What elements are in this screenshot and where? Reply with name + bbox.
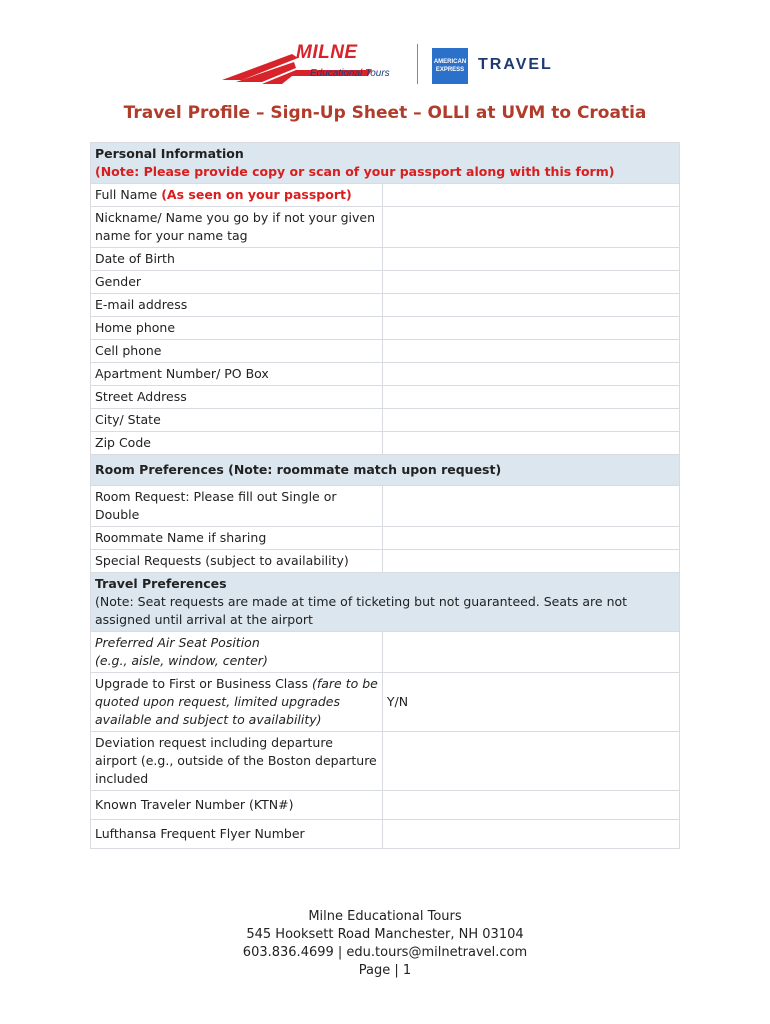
home-phone-field[interactable]	[382, 317, 679, 340]
section-title: Personal Information	[95, 146, 244, 161]
page-number: Page | 1	[358, 963, 412, 978]
table-row	[91, 432, 680, 455]
field-note: (fare to be quoted upon request, limited upgrades available and subject to availability)	[95, 676, 378, 727]
table-row	[91, 673, 680, 732]
table-row	[91, 550, 680, 573]
table-row	[91, 791, 680, 820]
section-header-room	[91, 455, 680, 486]
amex-logo-icon: AMERICAN EXPRESS	[432, 48, 468, 84]
table-row	[91, 363, 680, 386]
table-row	[91, 317, 680, 340]
date-of-birth-field[interactable]	[382, 248, 679, 271]
section-title: Travel Preferences	[95, 576, 227, 591]
footer-contact: 603.836.4699 | edu.tours@milnetravel.com	[242, 945, 528, 960]
field-label: Gender	[91, 271, 383, 294]
milne-logo-text: MILNE	[296, 42, 358, 63]
zip-code-field[interactable]	[382, 432, 679, 455]
field-label: Deviation request including departure airport (e.g., outside of the Boston departure included	[91, 732, 383, 791]
field-label: Date of Birth	[91, 248, 383, 271]
nickname-field[interactable]	[382, 207, 679, 248]
full-name-field[interactable]	[382, 184, 679, 207]
field-label: Zip Code	[91, 432, 383, 455]
header-logos	[0, 44, 770, 90]
seat-position-field[interactable]	[382, 632, 679, 673]
table-row	[91, 409, 680, 432]
travel-profile-form	[90, 142, 680, 849]
upgrade-value: Y/N	[386, 694, 409, 709]
apartment-field[interactable]	[382, 363, 679, 386]
table-row	[91, 340, 680, 363]
field-label: Preferred Air Seat Position	[95, 635, 260, 650]
field-label: City/ State	[91, 409, 383, 432]
field-label: Special Requests (subject to availability)	[91, 550, 383, 573]
field-label: Room Request: Please fill out Single or Double	[91, 486, 383, 527]
cell-phone-field[interactable]	[382, 340, 679, 363]
table-row	[91, 527, 680, 550]
section-header-travel	[91, 573, 680, 632]
section-header-personal	[91, 143, 680, 184]
field-label: Nickname/ Name you go by if not your given name for your name tag	[91, 207, 383, 248]
special-requests-field[interactable]	[382, 550, 679, 573]
field-label: Home phone	[91, 317, 383, 340]
field-label: Street Address	[91, 386, 383, 409]
email-field[interactable]	[382, 294, 679, 317]
street-address-field[interactable]	[382, 386, 679, 409]
ktn-field[interactable]	[382, 791, 679, 820]
field-label: Known Traveler Number (KTN#)	[91, 791, 383, 820]
roommate-name-field[interactable]	[382, 527, 679, 550]
field-label: Apartment Number/ PO Box	[91, 363, 383, 386]
table-row	[91, 486, 680, 527]
lufthansa-field[interactable]	[382, 820, 679, 849]
table-row	[91, 294, 680, 317]
table-row	[91, 271, 680, 294]
field-label: Full Name	[95, 187, 158, 202]
field-label: Lufthansa Frequent Flyer Number	[91, 820, 383, 849]
table-row	[91, 386, 680, 409]
field-note: (As seen on your passport)	[161, 187, 352, 202]
table-row	[91, 820, 680, 849]
table-row	[91, 732, 680, 791]
amex-travel-text: TRAVEL	[478, 56, 553, 73]
section-title: Room Preferences (Note: roommate match upon request)	[95, 462, 502, 477]
table-row	[91, 632, 680, 673]
deviation-field[interactable]	[382, 732, 679, 791]
milne-logo-subtitle: Educational Tours	[310, 68, 390, 79]
footer-company: Milne Educational Tours	[308, 909, 462, 924]
table-row	[91, 248, 680, 271]
field-label: E-mail address	[91, 294, 383, 317]
table-row	[91, 184, 680, 207]
page-footer	[0, 908, 770, 980]
room-request-field[interactable]	[382, 486, 679, 527]
field-label: Cell phone	[91, 340, 383, 363]
table-row	[91, 207, 680, 248]
gender-field[interactable]	[382, 271, 679, 294]
field-label: Roommate Name if sharing	[91, 527, 383, 550]
city-state-field[interactable]	[382, 409, 679, 432]
field-note: (e.g., aisle, window, center)	[95, 653, 268, 668]
passport-note: (Note: Please provide copy or scan of your passport along with this form)	[95, 164, 615, 179]
field-label: Upgrade to First or Business Class	[95, 676, 308, 691]
upgrade-field[interactable]	[382, 673, 679, 732]
seat-note: (Note: Seat requests are made at time of ticketing but not guaranteed. Seats are not assigned until arrival at the airport	[95, 594, 628, 627]
logo-divider	[417, 44, 418, 84]
footer-address: 545 Hooksett Road Manchester, NH 03104	[246, 927, 524, 942]
page-title: Travel Profile – Sign-Up Sheet – OLLI at UVM to Croatia	[123, 103, 647, 123]
